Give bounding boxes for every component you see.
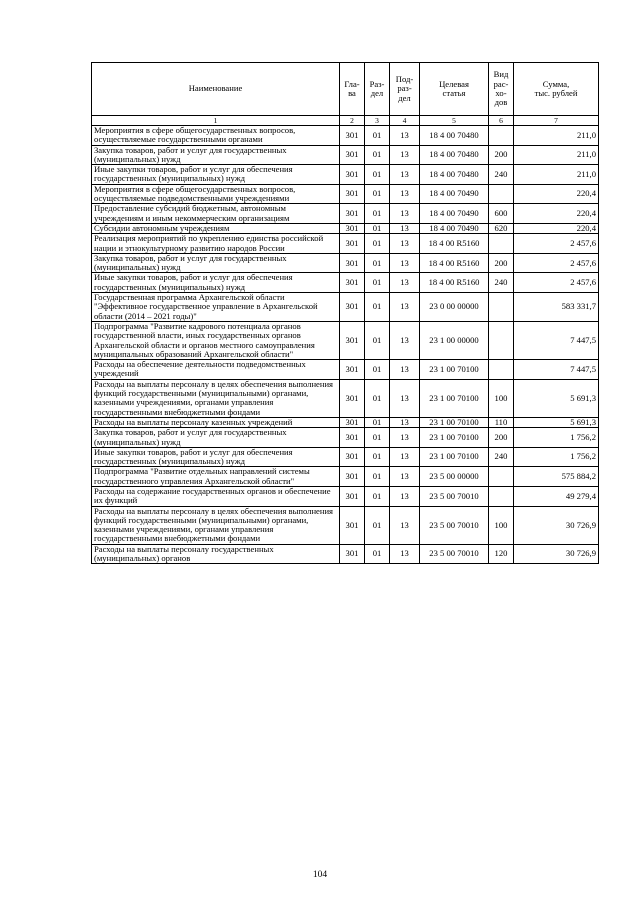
column-number: 4	[390, 116, 420, 126]
cell-glava: 301	[340, 447, 365, 467]
column-number: 7	[514, 116, 599, 126]
cell-name: Предоставление субсидий бюджетным, автономным учреждениям и иным некоммерческим организациям	[92, 204, 340, 224]
cell-tselevaya-statya: 18 4 00 R5160	[420, 253, 489, 273]
table-row	[92, 447, 599, 467]
cell-glava: 301	[340, 126, 365, 146]
table-row	[92, 253, 599, 273]
cell-name: Расходы на выплаты персоналу казенных учреждений	[92, 417, 340, 427]
cell-razdel: 01	[365, 544, 390, 564]
cell-name: Закупка товаров, работ и услуг для государственных (муниципальных) нужд	[92, 145, 340, 165]
cell-razdel: 01	[365, 428, 390, 448]
cell-summa: 2 457,6	[514, 234, 599, 254]
cell-podrazdel: 13	[390, 417, 420, 427]
cell-summa: 220,4	[514, 184, 599, 204]
cell-summa: 2 457,6	[514, 273, 599, 293]
cell-tselevaya-statya: 23 1 00 70100	[420, 360, 489, 380]
cell-vid-raskhodov: 100	[489, 506, 514, 544]
budget-table	[91, 62, 599, 564]
cell-vid-raskhodov	[489, 360, 514, 380]
cell-podrazdel: 13	[390, 486, 420, 506]
cell-tselevaya-statya: 23 5 00 70010	[420, 486, 489, 506]
table-row	[92, 165, 599, 185]
page-number: 104	[312, 870, 328, 880]
cell-vid-raskhodov: 120	[489, 544, 514, 564]
cell-razdel: 01	[365, 417, 390, 427]
cell-name: Расходы на выплаты персоналу в целях обеспечения выполнения функций государственными (муниципальными) органами, казенными учреждениями, органами управления государственными внебюджетными фондами	[92, 379, 340, 417]
cell-glava: 301	[340, 486, 365, 506]
cell-summa: 7 447,5	[514, 360, 599, 380]
cell-vid-raskhodov: 240	[489, 447, 514, 467]
cell-podrazdel: 13	[390, 184, 420, 204]
cell-glava: 301	[340, 165, 365, 185]
cell-summa: 5 691,3	[514, 379, 599, 417]
cell-tselevaya-statya: 18 4 00 70480	[420, 145, 489, 165]
cell-razdel: 01	[365, 360, 390, 380]
cell-tselevaya-statya: 18 4 00 70490	[420, 204, 489, 224]
cell-tselevaya-statya: 18 4 00 R5160	[420, 234, 489, 254]
cell-razdel: 01	[365, 253, 390, 273]
cell-summa: 211,0	[514, 165, 599, 185]
cell-tselevaya-statya: 23 1 00 70100	[420, 428, 489, 448]
table-row	[92, 506, 599, 544]
column-number: 5	[420, 116, 489, 126]
cell-summa: 211,0	[514, 126, 599, 146]
cell-tselevaya-statya: 18 4 00 70480	[420, 165, 489, 185]
cell-name: Закупка товаров, работ и услуг для государственных (муниципальных) нужд	[92, 253, 340, 273]
cell-glava: 301	[340, 204, 365, 224]
cell-podrazdel: 13	[390, 293, 420, 322]
cell-tselevaya-statya: 18 4 00 R5160	[420, 273, 489, 293]
cell-podrazdel: 13	[390, 204, 420, 224]
cell-glava: 301	[340, 467, 365, 487]
cell-name: Мероприятия в сфере общегосударственных вопросов, осуществляемые подведомственными учреждениями	[92, 184, 340, 204]
table-row	[92, 544, 599, 564]
cell-razdel: 01	[365, 273, 390, 293]
cell-tselevaya-statya: 23 1 00 70100	[420, 379, 489, 417]
header-podrazdel: Под- раз- дел	[390, 63, 420, 116]
cell-name: Реализация мероприятий по укреплению единства российской нации и этнокультурному развитию народов России	[92, 234, 340, 254]
header-name: Наименование	[92, 63, 340, 116]
cell-podrazdel: 13	[390, 428, 420, 448]
table-row	[92, 428, 599, 448]
table-row	[92, 184, 599, 204]
header-tselevaya-statya: Целевая статья	[420, 63, 489, 116]
cell-name: Мероприятия в сфере общегосударственных вопросов, осуществляемые государственными органами	[92, 126, 340, 146]
cell-razdel: 01	[365, 486, 390, 506]
cell-tselevaya-statya: 23 1 00 70100	[420, 417, 489, 427]
cell-glava: 301	[340, 544, 365, 564]
cell-tselevaya-statya: 18 4 00 70490	[420, 223, 489, 233]
table-row	[92, 126, 599, 146]
column-number: 1	[92, 116, 340, 126]
cell-name: Расходы на обеспечение деятельности подведомственных учреждений	[92, 360, 340, 380]
cell-podrazdel: 13	[390, 145, 420, 165]
cell-summa: 30 726,9	[514, 544, 599, 564]
cell-razdel: 01	[365, 321, 390, 359]
cell-name: Подпрограмма "Развитие кадрового потенциала органов государственной власти, иных государственных органов Архангельской области и органов местного самоуправления муниципальных образований Архангельской области"	[92, 321, 340, 359]
cell-razdel: 01	[365, 223, 390, 233]
cell-podrazdel: 13	[390, 360, 420, 380]
table-header	[92, 63, 599, 126]
table-row	[92, 321, 599, 359]
cell-glava: 301	[340, 253, 365, 273]
cell-glava: 301	[340, 321, 365, 359]
cell-razdel: 01	[365, 447, 390, 467]
table-body	[92, 126, 599, 564]
cell-summa: 1 756,2	[514, 447, 599, 467]
table-row	[92, 360, 599, 380]
cell-podrazdel: 13	[390, 506, 420, 544]
cell-vid-raskhodov	[489, 321, 514, 359]
cell-vid-raskhodov: 620	[489, 223, 514, 233]
cell-vid-raskhodov	[489, 293, 514, 322]
cell-vid-raskhodov	[489, 234, 514, 254]
cell-glava: 301	[340, 360, 365, 380]
header-row	[92, 63, 599, 116]
cell-tselevaya-statya: 23 5 00 70010	[420, 506, 489, 544]
cell-summa: 575 884,2	[514, 467, 599, 487]
header-glava: Гла- ва	[340, 63, 365, 116]
cell-tselevaya-statya: 18 4 00 70480	[420, 126, 489, 146]
header-vid-raskhodov: Вид рас- хо- дов	[489, 63, 514, 116]
cell-summa: 220,4	[514, 223, 599, 233]
table-row	[92, 293, 599, 322]
cell-tselevaya-statya: 23 1 00 70100	[420, 447, 489, 467]
cell-name: Расходы на выплаты персоналу государственных (муниципальных) органов	[92, 544, 340, 564]
cell-glava: 301	[340, 417, 365, 427]
cell-podrazdel: 13	[390, 544, 420, 564]
cell-tselevaya-statya: 23 0 00 00000	[420, 293, 489, 322]
header-summa: Сумма, тыс. рублей	[514, 63, 599, 116]
cell-vid-raskhodov: 110	[489, 417, 514, 427]
cell-summa: 7 447,5	[514, 321, 599, 359]
cell-glava: 301	[340, 234, 365, 254]
cell-vid-raskhodov: 200	[489, 428, 514, 448]
cell-podrazdel: 13	[390, 467, 420, 487]
cell-glava: 301	[340, 145, 365, 165]
cell-glava: 301	[340, 428, 365, 448]
cell-glava: 301	[340, 293, 365, 322]
column-number: 3	[365, 116, 390, 126]
cell-name: Расходы на выплаты персоналу в целях обеспечения выполнения функций государственными (муниципальными) органами, казенными учреждениями, органами управления государственными внебюджетными фондами	[92, 506, 340, 544]
cell-podrazdel: 13	[390, 321, 420, 359]
cell-vid-raskhodov: 240	[489, 165, 514, 185]
cell-summa: 211,0	[514, 145, 599, 165]
cell-razdel: 01	[365, 204, 390, 224]
cell-tselevaya-statya: 23 1 00 00000	[420, 321, 489, 359]
cell-razdel: 01	[365, 467, 390, 487]
cell-vid-raskhodov	[489, 486, 514, 506]
table-row	[92, 145, 599, 165]
table-row	[92, 223, 599, 233]
cell-name: Подпрограмма "Развитие отдельных направлений системы государственного управления Архангельской области"	[92, 467, 340, 487]
cell-vid-raskhodov: 600	[489, 204, 514, 224]
column-number: 6	[489, 116, 514, 126]
cell-razdel: 01	[365, 126, 390, 146]
cell-vid-raskhodov	[489, 126, 514, 146]
cell-glava: 301	[340, 506, 365, 544]
cell-podrazdel: 13	[390, 379, 420, 417]
cell-glava: 301	[340, 379, 365, 417]
cell-vid-raskhodov: 240	[489, 273, 514, 293]
cell-summa: 49 279,4	[514, 486, 599, 506]
column-number-row	[92, 116, 599, 126]
cell-summa: 1 756,2	[514, 428, 599, 448]
cell-tselevaya-statya: 23 5 00 70010	[420, 544, 489, 564]
header-razdel: Раз- дел	[365, 63, 390, 116]
cell-name: Субсидии автономным учреждениям	[92, 223, 340, 233]
table-row	[92, 417, 599, 427]
cell-vid-raskhodov	[489, 467, 514, 487]
cell-razdel: 01	[365, 145, 390, 165]
table-row	[92, 379, 599, 417]
cell-vid-raskhodov: 200	[489, 145, 514, 165]
cell-name: Расходы на содержание государственных органов и обеспечение их функций	[92, 486, 340, 506]
cell-podrazdel: 13	[390, 447, 420, 467]
cell-podrazdel: 13	[390, 273, 420, 293]
table-row	[92, 234, 599, 254]
cell-podrazdel: 13	[390, 165, 420, 185]
cell-podrazdel: 13	[390, 126, 420, 146]
cell-tselevaya-statya: 18 4 00 70490	[420, 184, 489, 204]
cell-vid-raskhodov	[489, 184, 514, 204]
cell-summa: 583 331,7	[514, 293, 599, 322]
cell-name: Иные закупки товаров, работ и услуг для обеспечения государственных (муниципальных) нужд	[92, 273, 340, 293]
cell-razdel: 01	[365, 506, 390, 544]
column-number: 2	[340, 116, 365, 126]
cell-glava: 301	[340, 223, 365, 233]
cell-summa: 220,4	[514, 204, 599, 224]
cell-name: Государственная программа Архангельской области "Эффективное государственное управление в Архангельской области (2014 – 2021 годы)"	[92, 293, 340, 322]
cell-razdel: 01	[365, 293, 390, 322]
cell-glava: 301	[340, 184, 365, 204]
cell-razdel: 01	[365, 165, 390, 185]
cell-podrazdel: 13	[390, 253, 420, 273]
cell-podrazdel: 13	[390, 234, 420, 254]
cell-podrazdel: 13	[390, 223, 420, 233]
cell-name: Иные закупки товаров, работ и услуг для обеспечения государственных (муниципальных) нужд	[92, 447, 340, 467]
table-row	[92, 486, 599, 506]
cell-summa: 5 691,3	[514, 417, 599, 427]
cell-glava: 301	[340, 273, 365, 293]
table-row	[92, 273, 599, 293]
cell-tselevaya-statya: 23 5 00 00000	[420, 467, 489, 487]
cell-summa: 30 726,9	[514, 506, 599, 544]
table-row	[92, 204, 599, 224]
cell-name: Закупка товаров, работ и услуг для государственных (муниципальных) нужд	[92, 428, 340, 448]
cell-razdel: 01	[365, 234, 390, 254]
cell-name: Иные закупки товаров, работ и услуг для обеспечения государственных (муниципальных) нужд	[92, 165, 340, 185]
cell-summa: 2 457,6	[514, 253, 599, 273]
cell-razdel: 01	[365, 184, 390, 204]
cell-vid-raskhodov: 200	[489, 253, 514, 273]
table-row	[92, 467, 599, 487]
cell-razdel: 01	[365, 379, 390, 417]
cell-vid-raskhodov: 100	[489, 379, 514, 417]
